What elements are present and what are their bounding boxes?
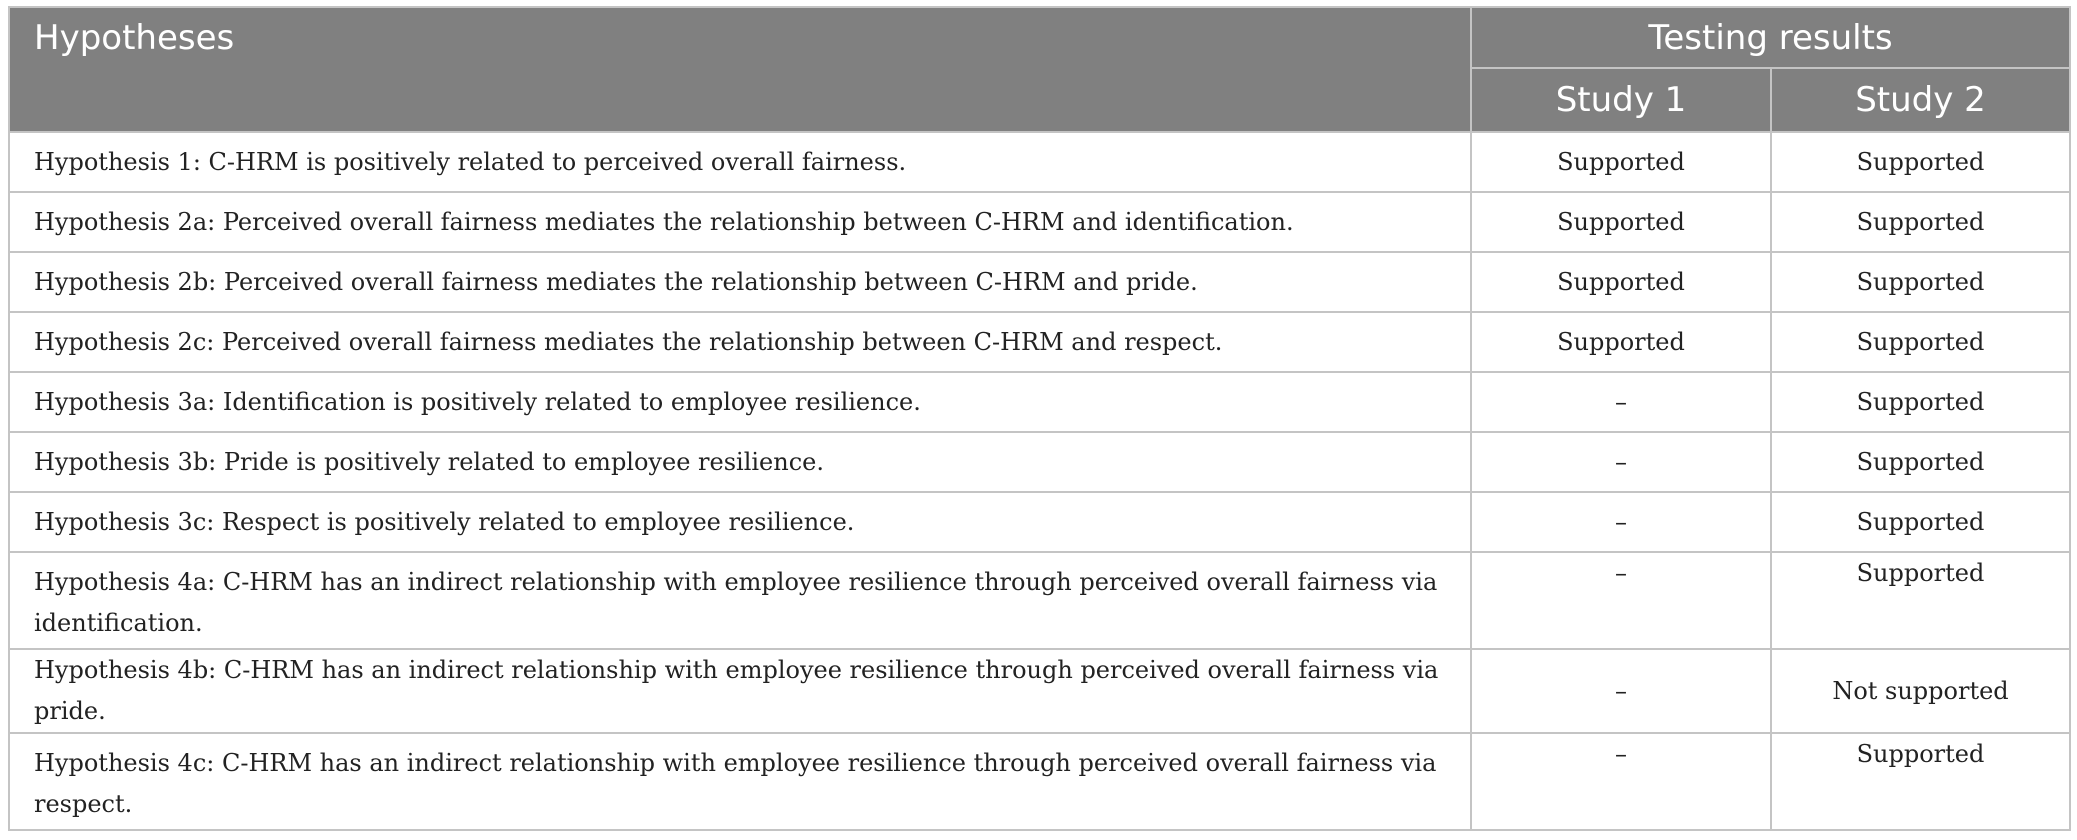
study2-result: Supported (1771, 432, 2070, 492)
study1-result: – (1471, 552, 1771, 649)
study2-result: Supported (1771, 312, 2070, 372)
study2-result: Supported (1771, 492, 2070, 552)
table-row (9, 492, 2070, 552)
study1-result: – (1471, 649, 1771, 733)
header-testing-results: Testing results (1471, 7, 2070, 68)
hypothesis-cell: Hypothesis 3a: Identification is positively related to employee resilience. (9, 372, 1471, 432)
study2-result: Not supported (1771, 649, 2070, 733)
hypothesis-cell: Hypothesis 2a: Perceived overall fairness mediates the relationship between C-HRM and identification. (9, 192, 1471, 252)
hypothesis-cell: Hypothesis 3b: Pride is positively related to employee resilience. (9, 432, 1471, 492)
table-row (9, 192, 2070, 252)
study1-result: Supported (1471, 192, 1771, 252)
table-row (9, 649, 2070, 733)
study1-result: Supported (1471, 252, 1771, 312)
table-row (9, 252, 2070, 312)
hypothesis-cell: Hypothesis 4b: C-HRM has an indirect relationship with employee resilience through perceived overall fairness via pride. (9, 649, 1471, 733)
table-row (9, 132, 2070, 192)
hypotheses-table (8, 6, 2071, 831)
hypotheses-table-container (8, 6, 2069, 831)
header-study2: Study 2 (1771, 68, 2070, 132)
study2-result: Supported (1771, 252, 2070, 312)
study1-result: – (1471, 432, 1771, 492)
header-row (9, 7, 2070, 68)
header-hypotheses: Hypotheses (9, 7, 1471, 132)
hypothesis-cell: Hypothesis 3c: Respect is positively related to employee resilience. (9, 492, 1471, 552)
hypothesis-cell: Hypothesis 4c: C-HRM has an indirect relationship with employee resilience through perceived overall fairness via respect. (9, 733, 1471, 830)
study1-result: Supported (1471, 132, 1771, 192)
table-row (9, 552, 2070, 649)
study2-result: Supported (1771, 132, 2070, 192)
table-row (9, 372, 2070, 432)
hypothesis-cell: Hypothesis 4a: C-HRM has an indirect relationship with employee resilience through perceived overall fairness via identification. (9, 552, 1471, 649)
study2-result: Supported (1771, 192, 2070, 252)
hypothesis-cell: Hypothesis 2b: Perceived overall fairness mediates the relationship between C-HRM and pride. (9, 252, 1471, 312)
study1-result: Supported (1471, 312, 1771, 372)
study1-result: – (1471, 733, 1771, 830)
table-row (9, 312, 2070, 372)
study2-result: Supported (1771, 372, 2070, 432)
table-row (9, 432, 2070, 492)
hypothesis-cell: Hypothesis 1: C-HRM is positively related to perceived overall fairness. (9, 132, 1471, 192)
study2-result: Supported (1771, 552, 2070, 649)
hypothesis-cell: Hypothesis 2c: Perceived overall fairness mediates the relationship between C-HRM and respect. (9, 312, 1471, 372)
study1-result: – (1471, 492, 1771, 552)
header-study1: Study 1 (1471, 68, 1771, 132)
table-row (9, 733, 2070, 830)
study1-result: – (1471, 372, 1771, 432)
study2-result: Supported (1771, 733, 2070, 830)
